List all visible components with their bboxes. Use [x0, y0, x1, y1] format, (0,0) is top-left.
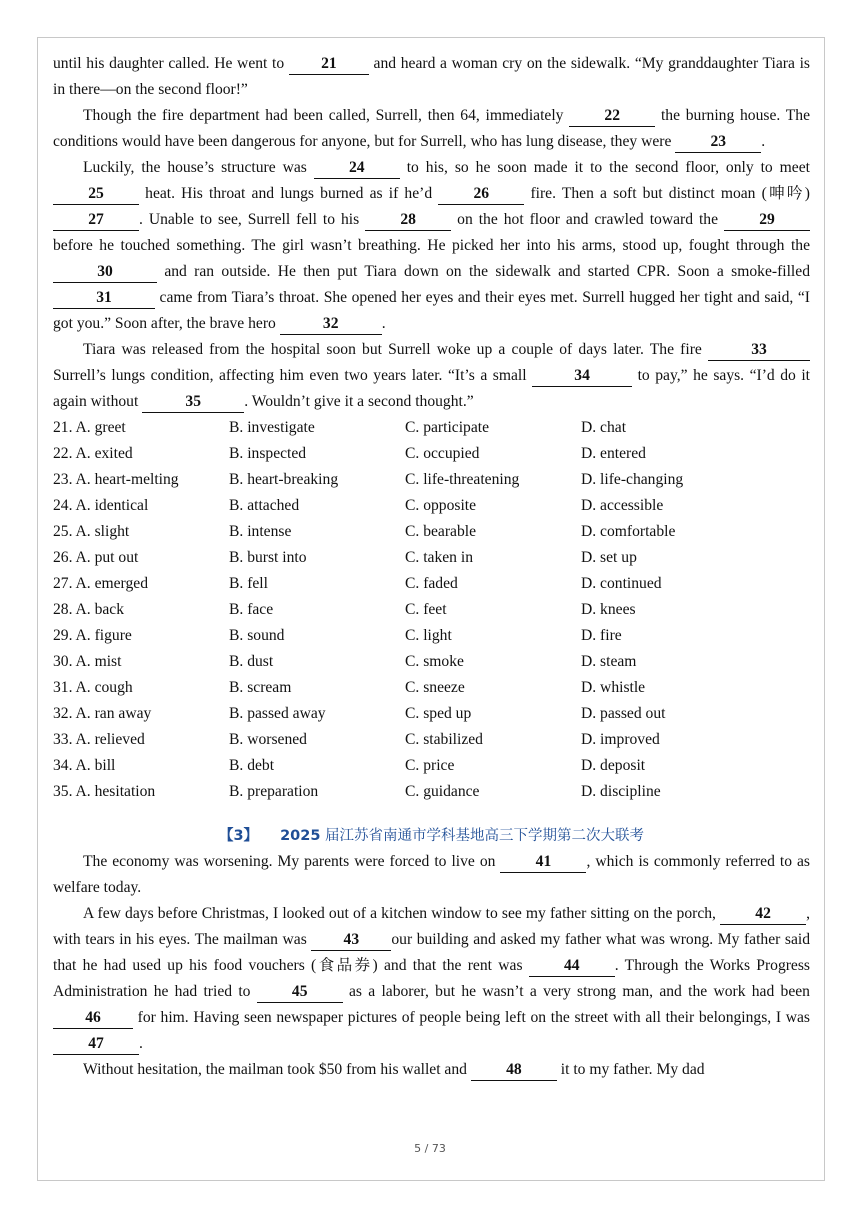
blank-23: 23 — [675, 132, 761, 153]
blank-44: 44 — [529, 956, 615, 977]
option-d: D. fire — [581, 627, 622, 644]
blank-25: 25 — [53, 184, 139, 205]
document-body — [53, 51, 810, 1083]
section-number: 【3】 — [218, 828, 259, 844]
option-b: B. passed away — [229, 705, 326, 722]
text: fire. Then a soft but distinct moan (呻吟) — [524, 185, 810, 202]
text: . — [381, 315, 386, 332]
blank-21: 21 — [289, 54, 369, 75]
option-row — [53, 597, 810, 623]
option-a: 25. A. slight — [53, 523, 130, 540]
option-c: C. guidance — [405, 783, 480, 800]
option-a: 32. A. ran away — [53, 705, 152, 722]
text: it to my father. My dad — [556, 1061, 705, 1078]
option-b: B. scream — [229, 679, 292, 696]
text: for him. Having seen newspaper pictures of people being left on the street with all their belongings, I was — [133, 1009, 810, 1026]
blank-42: 42 — [720, 904, 806, 925]
option-d: D. comfortable — [581, 523, 676, 540]
text: our building and asked my father what was wrong. My father said that he had used up his food vouchers (食品券) and that the rent was — [53, 931, 810, 974]
blank-24: 24 — [314, 158, 400, 179]
option-b: B. face — [229, 601, 274, 618]
option-b: B. intense — [229, 523, 292, 540]
text: A few days before Christmas, I looked out of a kitchen window to see my father sitting on the porch, — [83, 905, 721, 922]
option-c: C. taken in — [405, 549, 473, 566]
option-row — [53, 571, 810, 597]
text: , which is commonly referred to as welfare today. — [53, 853, 810, 896]
text: . — [139, 1035, 143, 1052]
text: Without hesitation, the mailman took $50 from his wallet and — [83, 1061, 471, 1078]
text: as a laborer, but he wasn’t a very strong man, and the work had been — [342, 983, 810, 1000]
paragraph-1 — [53, 51, 810, 103]
option-d: D. improved — [581, 731, 660, 748]
text: before he touched something. The girl wasn’t breathing. He picked her into his arms, stood up, fought through the — [53, 237, 810, 254]
option-a: 33. A. relieved — [53, 731, 145, 748]
blank-41: 41 — [500, 852, 586, 873]
option-d: D. life-changing — [581, 471, 684, 488]
text: came from Tiara’s throat. She opened her eyes and their eyes met. Surrell hugged her tight and said, “I got you.” Soon after, the brave hero — [53, 289, 810, 332]
option-row — [53, 727, 810, 753]
text: on the hot floor and crawled toward the — [451, 211, 724, 228]
option-c: C. light — [405, 627, 452, 644]
blank-33: 33 — [708, 340, 810, 361]
blank-28: 28 — [365, 210, 451, 231]
option-d: D. continued — [581, 575, 662, 592]
text: The economy was worsening. My parents were forced to live on — [83, 853, 501, 870]
text: . Through the Works Progress Administration he had tried to — [53, 957, 810, 1000]
text: and ran outside. He then put Tiara down on the sidewalk and started CPR. Soon a smoke-filled — [157, 263, 810, 280]
option-b: B. fell — [229, 575, 268, 592]
option-row — [53, 675, 810, 701]
section-year: 2025 — [280, 828, 321, 844]
option-a: 28. A. back — [53, 601, 125, 618]
page-total: 73 — [431, 1142, 446, 1155]
blank-45: 45 — [257, 982, 343, 1003]
option-b: B. heart-breaking — [229, 471, 339, 488]
option-d: D. set up — [581, 549, 637, 566]
option-row — [53, 623, 810, 649]
option-a: 24. A. identical — [53, 497, 149, 514]
blank-35: 35 — [142, 392, 244, 413]
text: Though the fire department had been called, Surrell, then 64, immediately — [83, 107, 570, 124]
option-b: B. debt — [229, 757, 275, 774]
text: Luckily, the house’s structure was — [83, 159, 314, 176]
option-c: C. smoke — [405, 653, 464, 670]
option-c: C. bearable — [405, 523, 477, 540]
option-c: C. participate — [405, 419, 489, 436]
text: , with tears in his eyes. The mailman was — [53, 905, 810, 948]
option-d: D. deposit — [581, 757, 646, 774]
blank-34: 34 — [532, 366, 632, 387]
option-a: 21. A. greet — [53, 419, 126, 436]
option-b: B. attached — [229, 497, 300, 514]
text: . Unable to see, Surrell fell to his — [139, 211, 366, 228]
option-b: B. burst into — [229, 549, 307, 566]
option-d: D. discipline — [581, 783, 661, 800]
blank-43: 43 — [311, 930, 391, 951]
blank-47: 47 — [53, 1034, 139, 1055]
option-b: B. investigate — [229, 419, 315, 436]
blank-29: 29 — [724, 210, 810, 231]
option-d: D. accessible — [581, 497, 664, 514]
option-d: D. passed out — [581, 705, 666, 722]
text: to pay,” he says. “I’d do it again without — [53, 367, 810, 410]
option-c: C. stabilized — [405, 731, 483, 748]
page-separator: / — [424, 1142, 429, 1155]
option-b: B. preparation — [229, 783, 319, 800]
option-a: 30. A. mist — [53, 653, 122, 670]
text: and heard a woman cry on the sidewalk. “My granddaughter Tiara is in there—on the second floor!” — [53, 55, 810, 98]
blank-26: 26 — [438, 184, 524, 205]
option-row — [53, 753, 810, 779]
option-d: D. whistle — [581, 679, 646, 696]
text: to his, so he soon made it to the second floor, only to meet — [399, 159, 810, 176]
option-c: C. faded — [405, 575, 458, 592]
text: until his daughter called. He went to — [53, 55, 289, 72]
option-row — [53, 441, 810, 467]
option-a: 27. A. emerged — [53, 575, 148, 592]
blank-46: 46 — [53, 1008, 133, 1029]
option-a: 34. A. bill — [53, 757, 116, 774]
option-c: C. sneeze — [405, 679, 465, 696]
page-footer — [0, 1142, 860, 1155]
text: the burning house. The conditions would have been dangerous for anyone, but for Surrell, who has lung disease, they were — [53, 107, 810, 150]
option-d: D. chat — [581, 419, 627, 436]
blank-22: 22 — [569, 106, 655, 127]
text: Tiara was released from the hospital soon but Surrell woke up a couple of days later. The fire — [83, 341, 708, 358]
option-c: C. life-threatening — [405, 471, 520, 488]
option-c: C. sped up — [405, 705, 472, 722]
blank-31: 31 — [53, 288, 155, 309]
option-row — [53, 493, 810, 519]
text: . — [761, 133, 766, 150]
option-a: 23. A. heart-melting — [53, 471, 179, 488]
option-row — [53, 415, 810, 441]
paragraph-5 — [53, 849, 810, 901]
paragraph-7 — [53, 1057, 810, 1083]
option-row — [53, 701, 810, 727]
blank-30: 30 — [53, 262, 157, 283]
option-row — [53, 467, 810, 493]
option-row — [53, 779, 810, 805]
option-b: B. inspected — [229, 445, 307, 462]
option-d: D. steam — [581, 653, 637, 670]
paragraph-2 — [53, 103, 810, 155]
option-c: C. opposite — [405, 497, 477, 514]
option-row — [53, 649, 810, 675]
text: heat. His throat and lungs burned as if he’d — [139, 185, 439, 202]
option-d: D. knees — [581, 601, 636, 618]
page-number: 5 — [414, 1142, 422, 1155]
paragraph-3 — [53, 155, 810, 337]
options-list — [53, 415, 810, 805]
option-a: 26. A. put out — [53, 549, 139, 566]
option-a: 31. A. cough — [53, 679, 133, 696]
option-c: C. price — [405, 757, 455, 774]
section-heading — [53, 823, 810, 849]
option-b: B. dust — [229, 653, 274, 670]
option-a: 35. A. hesitation — [53, 783, 156, 800]
text: . Wouldn’t give it a second thought.” — [244, 393, 474, 410]
option-b: B. worsened — [229, 731, 307, 748]
text: Surrell’s lungs condition, affecting him even two years later. “It’s a small — [53, 367, 533, 384]
option-a: 29. A. figure — [53, 627, 132, 644]
option-a: 22. A. exited — [53, 445, 133, 462]
paragraph-4 — [53, 337, 810, 415]
blank-48: 48 — [471, 1060, 557, 1081]
section-title: 届江苏省南通市学科基地高三下学期第二次大联考 — [325, 828, 645, 844]
blank-32: 32 — [280, 314, 382, 335]
option-row — [53, 545, 810, 571]
option-d: D. entered — [581, 445, 646, 462]
paragraph-6 — [53, 901, 810, 1057]
option-c: C. feet — [405, 601, 447, 618]
blank-27: 27 — [53, 210, 139, 231]
option-row — [53, 519, 810, 545]
option-c: C. occupied — [405, 445, 480, 462]
option-b: B. sound — [229, 627, 285, 644]
